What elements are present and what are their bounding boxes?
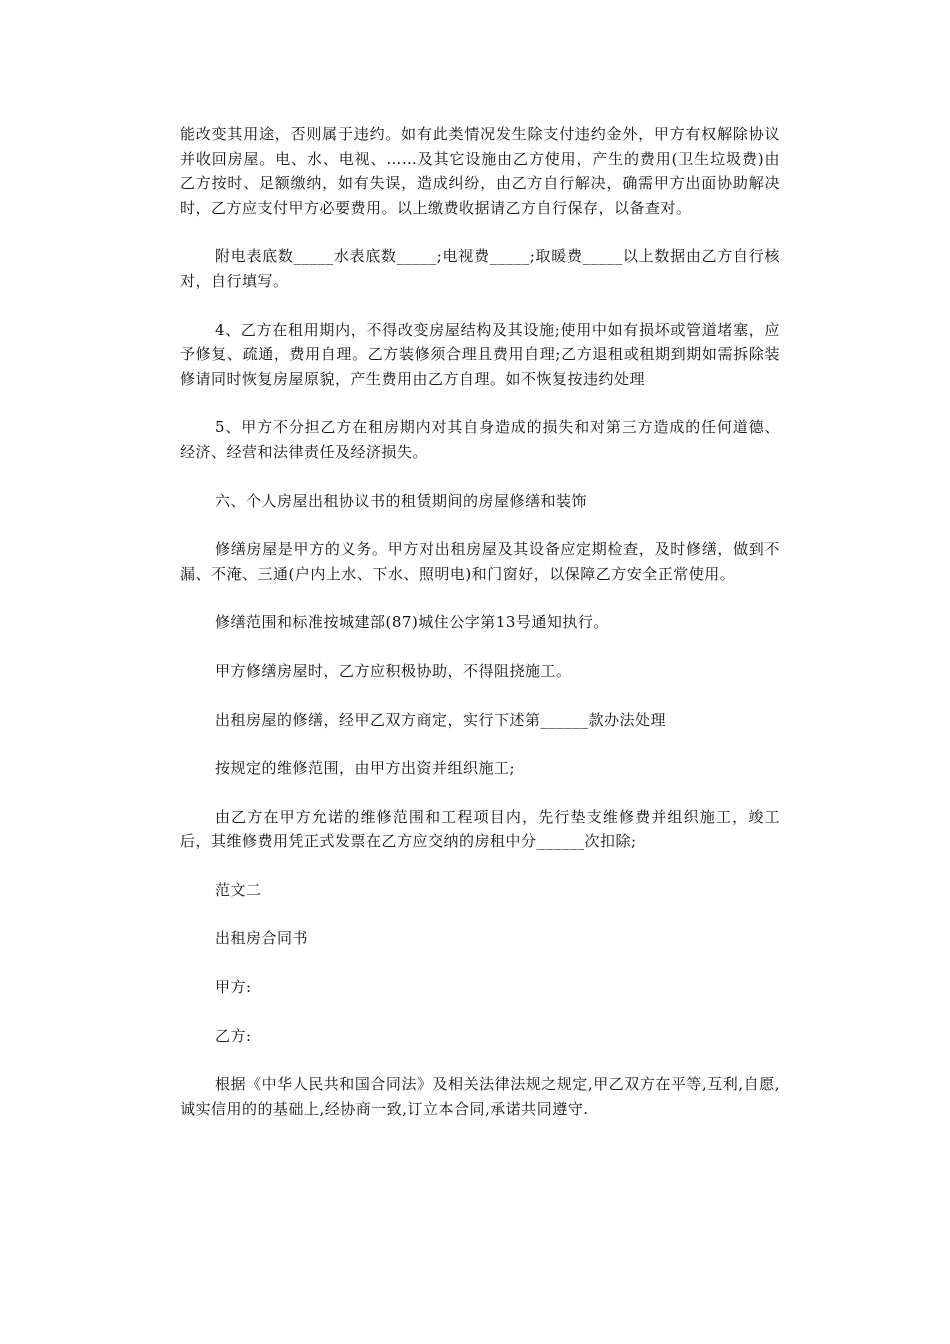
party-a-label: 甲方: (215, 978, 252, 997)
paragraph-repair-option-a: 按规定的维修范围，由甲方出资并组织施工; (215, 759, 516, 778)
heading-contract-title: 出租房合同书 (215, 929, 309, 948)
paragraph-clause-4: 4、乙方在租用期内，不得改变房屋结构及其设施;使用中如有损坏或管道堵塞，应予修复、疏通，费用自理。乙方装修须合理且费用自理;乙方退租或租期到期如需拆除装修请同时恢复房屋原貌，产生费用由乙方自理。如不恢复按违约处理 (180, 320, 780, 388)
party-b-label: 乙方: (215, 1026, 252, 1045)
paragraph-repair-duty: 修缮房屋是甲方的义务。甲方对出租房屋及其设备应定期检查，及时修缮，做到不漏、不淹、三通(户内上水、下水、照明电)和门窗好，以保障乙方安全正常使用。 (180, 540, 780, 583)
paragraph-meter-readings: 附电表底数_____水表底数_____;电视费_____;取暖费_____以上数据由乙方自行核对，自行填写。 (180, 247, 780, 290)
heading-sample-two: 范文二 (215, 880, 262, 899)
paragraph-repair-method: 出租房屋的修缮，经甲乙双方商定，实行下述第______款办法处理 (215, 710, 667, 729)
paragraph-contract-preamble: 根据《中华人民共和国合同法》及相关法律法规之规定,甲乙双方在平等,互利,自愿,诚实信用的的基础上,经协商一致,订立本合同,承诺共同遵守. (180, 1075, 780, 1118)
paragraph-repair-option-b: 由乙方在甲方允诺的维修范围和工程项目内，先行垫支维修费并组织施工，竣工后，其维修费用凭正式发票在乙方应交纳的房租中分______次扣除; (180, 807, 780, 851)
paragraph-repair-cooperation: 甲方修缮房屋时，乙方应积极协助，不得阻挠施工。 (215, 661, 572, 680)
paragraph-repair-standard: 修缮范围和标准按城建部(87)城住公字第13号通知执行。 (215, 613, 609, 632)
document-page (180, 122, 780, 1145)
paragraph-usage-violation: 能改变其用途，否则属于违约。如有此类情况发生除支付违约金外，甲方有权解除协议并收回房屋。电、水、电视、……及其它设施由乙方使用，产生的费用(卫生垃圾费)由乙方按时、足额缴纳，如有失误，造成纠纷，由乙方自行解决，确需甲方出面协助解决时，乙方应支付甲方必要费用。以上缴费收据请乙方自行保存，以备查对。 (180, 125, 780, 217)
section-heading-repairs: 六、个人房屋出租协议书的租赁期间的房屋修缮和装饰 (215, 491, 588, 510)
paragraph-clause-5: 5、甲方不分担乙方在租房期内对其自身造成的损失和对第三方造成的任何道德、经济、经营和法律责任及经济损失。 (180, 418, 780, 461)
